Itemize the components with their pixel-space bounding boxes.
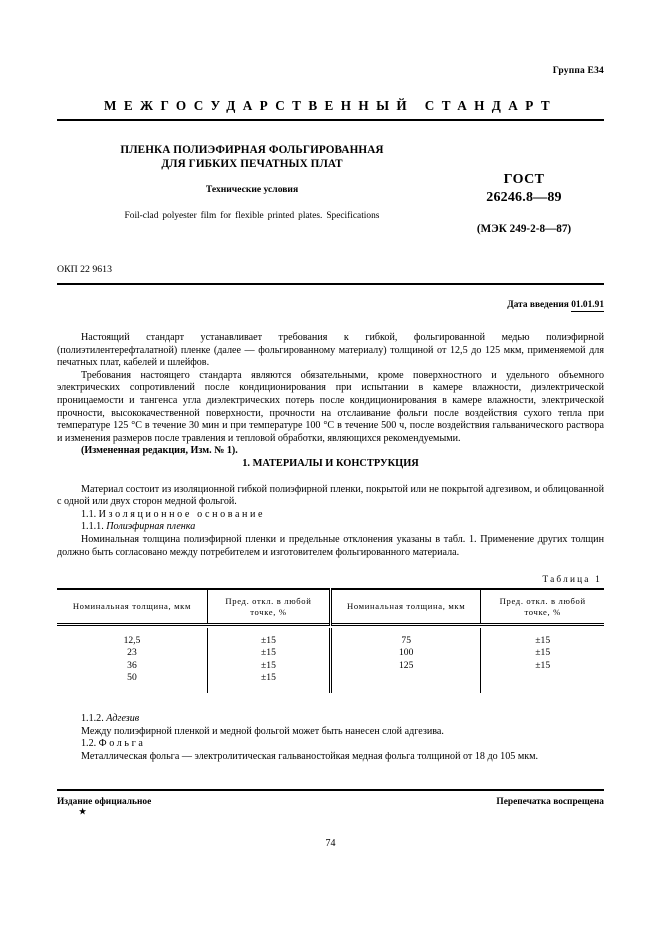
clause-1-2 [57, 738, 604, 751]
footer-row [57, 797, 604, 816]
okp-rule [57, 283, 604, 285]
clause-1-1-2-number: 1.1.2. [81, 712, 107, 724]
introduction-date-label: Дата введения [507, 300, 569, 310]
page-content [57, 0, 604, 849]
gost-number: 26246.8—89 [486, 190, 562, 205]
section-1-heading: 1. МАТЕРИАЛЫ И КОНСТРУКЦИЯ [242, 457, 419, 469]
table-cell: 12,5 [123, 635, 141, 647]
table-cell: ±15 [207, 660, 330, 672]
table-row [57, 647, 604, 659]
table-cell: 50 [127, 671, 137, 683]
table-row [57, 672, 604, 693]
gost-word: ГОСТ [503, 172, 545, 187]
table-cell: 75 [330, 628, 480, 647]
table-cell: ±15 [207, 647, 330, 659]
group-code: Группа Е34 [552, 66, 604, 76]
paragraph-3: Материал состоит из изоляционной гибкой полиэфирной пленки, покрытой или не покрытой адгезивом, и облицованной с одной или двух сторон медной фольгой. [57, 483, 604, 508]
gost-identifier-block [444, 172, 604, 235]
table-cell: 125 [330, 660, 480, 672]
paragraph-4: Номинальная толщина полиэфирной пленки и предельные отклонения указаны в табл. 1. Применение других толщин должно быть согласовано между потребителем и изготовителем фольгированного материала. [57, 533, 604, 558]
clause-1-1-1-number: 1.1.1. [81, 521, 107, 533]
table-cell [481, 672, 604, 693]
table-cell: ±15 [481, 647, 604, 659]
table-row [57, 628, 604, 647]
table-header-cell: Пред. откл. в любой точке, % [481, 589, 604, 625]
clause-1-2-label: Фольга [98, 738, 146, 750]
table-1-body [57, 628, 604, 693]
table-1-head [57, 589, 604, 628]
document-title [57, 144, 447, 171]
table-cell: 100 [330, 647, 480, 659]
table-1-wrapper [57, 575, 604, 693]
iec-reference: (МЭК 249-2-8—87) [476, 223, 572, 235]
table-cell: 36 [127, 659, 137, 671]
introduction-date [57, 300, 604, 310]
clause-1-2-number: 1.2. [81, 738, 99, 750]
clause-1-1-label: Изоляционное основание [98, 508, 266, 520]
table-header-cell: Пред. откл. в любой точке, % [207, 589, 330, 625]
document-title-line1: ПЛЕНКА ПОЛИЭФИРНАЯ ФОЛЬГИРОВАННАЯ [120, 144, 384, 156]
title-left-column [57, 144, 447, 221]
table-cell: ±15 [207, 628, 330, 647]
table-cell: ±15 [481, 660, 604, 672]
paragraph-6: Металлическая фольга — электролитическая гальваностойкая медная фольга толщиной от 18 до 105 мкм. [81, 750, 539, 762]
table-row [57, 660, 604, 672]
clause-1-1-1-label: Полиэфирная пленка [106, 521, 196, 533]
clause-1-1 [57, 509, 604, 522]
introduction-date-value: 01.01.91 [571, 300, 604, 310]
document-title-line2: ДЛЯ ГИБКИХ ПЕЧАТНЫХ ПЛАТ [161, 157, 343, 170]
revision-note: (Измененная редакция, Изм. № 1). [81, 445, 238, 457]
table-1-caption: Таблица 1 [542, 575, 602, 586]
body-text-lower [57, 713, 604, 763]
clause-1-1-2 [57, 713, 604, 726]
standard-banner: МЕЖГОСУДАРСТВЕННЫЙ СТАНДАРТ [103, 98, 558, 113]
clause-1-1-2-label: Адгезив [106, 712, 140, 724]
table-cell: ±15 [207, 672, 330, 693]
document-title-english: Foil-clad polyester film for flexible printed plates. Specifications [124, 211, 380, 221]
table-header-row [57, 589, 604, 625]
clause-1-1-1 [57, 521, 604, 534]
okp-code: ОКП 22 9613 [57, 264, 112, 275]
footer-rule [57, 789, 604, 791]
table-cell [330, 672, 480, 693]
table-cell: ±15 [481, 628, 604, 647]
title-block [57, 144, 604, 244]
document-subtitle: Технические условия [205, 184, 299, 195]
table-1 [57, 588, 604, 693]
table-cell: 23 [127, 647, 137, 659]
footer-left-text: Издание официальное [57, 797, 152, 808]
paragraph-1: Настоящий стандарт устанавливает требования к гибкой, фольгированной медью полиэфирной (полиэтилентерефталатной) пленке (далее — фольгированному материалу) толщиной от 12,5 до 125 мкм, применяемой для печатных плат, кабелей и шлейфов. [57, 332, 604, 369]
footer-right-text: Перепечатка воспрещена [496, 797, 604, 808]
page-number: 74 [325, 838, 336, 850]
table-header-cell: Номинальная толщина, мкм [72, 601, 192, 612]
paragraph-5: Между полиэфирной пленкой и медной фольгой может быть нанесен слой адгезива. [81, 725, 444, 737]
banner-rule [57, 119, 604, 121]
table-header-cell: Номинальная толщина, мкм [330, 589, 480, 625]
body-text [57, 332, 604, 559]
clause-1-1-number: 1.1. [81, 508, 99, 520]
paragraph-2: Требования настоящего стандарта являются обязательными, кроме поверхностного и удельного объемного электрических сопротивлений после кондиционирования при испытании в камере влажности, диэлектрической проницаемости и тангенса угла диэлектрических потерь после кондиционирования в камере влажности, электрической прочности, высококачественной поверхности, прочности на отслаивание фольги после воздействия сухого тепла при температуре 125 °С в течение 30 мин и при температуре 100 °С в течение 500 ч, после воздействия гальванического раствора и изменения размеров после травления и тепловой обработки, являющихся рекомендуемыми. [57, 369, 604, 444]
star-icon: ★ [79, 807, 87, 817]
